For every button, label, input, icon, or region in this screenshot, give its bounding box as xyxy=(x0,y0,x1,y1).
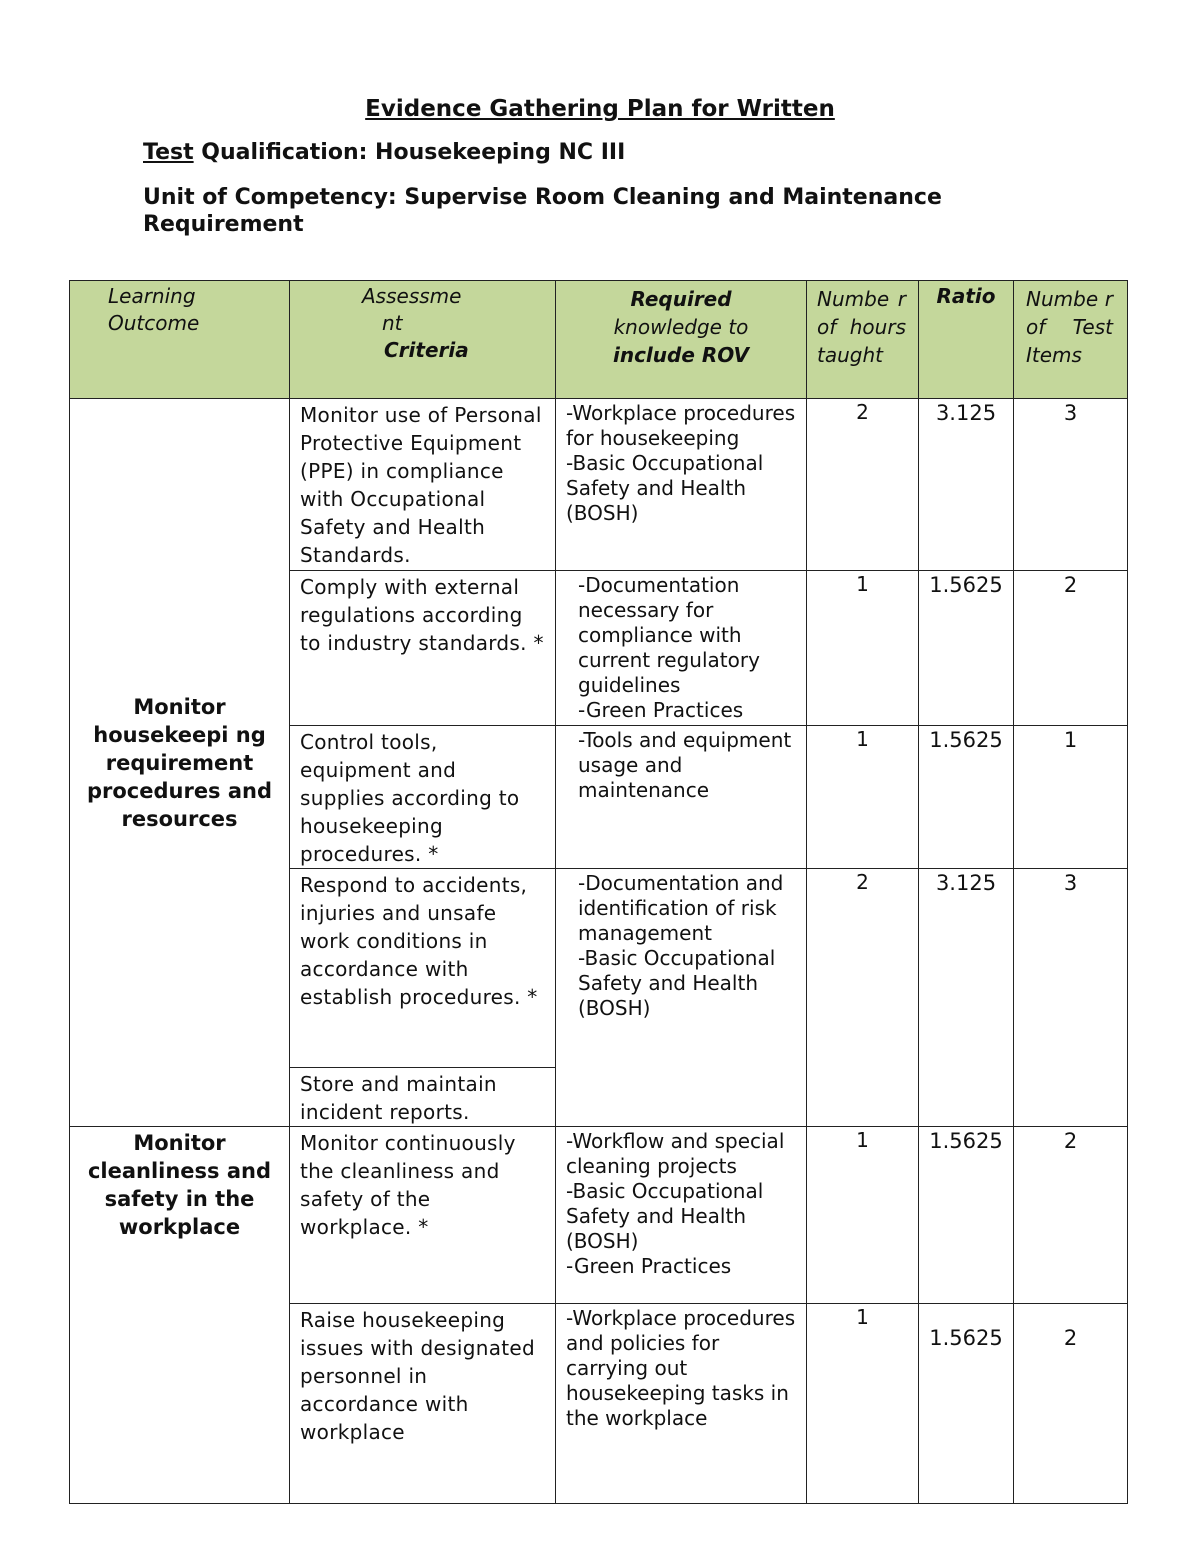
ratio-cell: 3.125 xyxy=(919,399,1014,571)
test-items-cell: 2 xyxy=(1014,1127,1128,1304)
qualification-prefix: Test xyxy=(143,140,194,165)
test-items-cell: 2 xyxy=(1014,571,1128,726)
learning-outcome-cell: Monitor housekeepi ng requirement procedures and resources xyxy=(70,399,290,1127)
learning-outcome-cell: Monitor cleanliness and safety in the workplace xyxy=(70,1127,290,1504)
document-title: Evidence Gathering Plan for Written xyxy=(365,96,835,122)
criteria-cell: Raise housekeeping issues with designated personnel in accordance with workplace xyxy=(290,1304,556,1504)
header-knowledge-line1: Required xyxy=(630,287,732,311)
table-row xyxy=(70,399,1128,571)
header-learning-outcome: Learning Outcome xyxy=(70,281,290,399)
hours-cell: 1 xyxy=(807,1127,919,1304)
test-items-cell: 1 xyxy=(1014,726,1128,869)
header-knowledge-line2: knowledge to xyxy=(613,315,749,339)
test-items-cell: 3 xyxy=(1014,869,1128,1127)
header-test-items: Numbe r of Test Items xyxy=(1014,281,1128,399)
criteria-cell: Control tools, equipment and supplies according to housekeeping procedures. * xyxy=(290,726,556,869)
hours-cell: 2 xyxy=(807,399,919,571)
evidence-plan-table xyxy=(69,280,1128,1504)
ratio-cell: 1.5625 xyxy=(919,1304,1014,1504)
knowledge-cell: -Documentation and identification of risk management -Basic Occupational Safety and Health (BOSH) xyxy=(556,869,807,1127)
ratio-cell: 1.5625 xyxy=(919,571,1014,726)
header-assessment-line1: Assessme xyxy=(362,284,462,308)
knowledge-cell: -Workflow and special cleaning projects -Basic Occupational Safety and Health (BOSH) -Green Practices xyxy=(556,1127,807,1304)
header-assessment-line2: nt xyxy=(382,311,403,335)
ratio-cell: 1.5625 xyxy=(919,1127,1014,1304)
header-assessment-criteria xyxy=(290,281,556,399)
ratio-cell: 1.5625 xyxy=(919,726,1014,869)
criteria-cell: Comply with external regulations according to industry standards. * xyxy=(290,571,556,726)
header-required-knowledge xyxy=(556,281,807,399)
criteria-cell: Respond to accidents, injuries and unsafe work conditions in accordance with establish procedures. * xyxy=(290,869,556,1068)
hours-cell: 1 xyxy=(807,571,919,726)
header-knowledge-line3: include ROV xyxy=(612,343,750,367)
table-row xyxy=(70,1127,1128,1304)
header-ratio: Ratio xyxy=(919,281,1014,399)
test-items-cell: 3 xyxy=(1014,399,1128,571)
header-assessment-line3: Criteria xyxy=(384,338,469,362)
knowledge-cell: -Tools and equipment usage and maintenance xyxy=(556,726,807,869)
ratio-cell: 3.125 xyxy=(919,869,1014,1127)
knowledge-cell: -Documentation necessary for compliance with current regulatory guidelines -Green Practices xyxy=(556,571,807,726)
hours-cell: 1 xyxy=(807,726,919,869)
header-hours-taught: Numbe r of hours taught xyxy=(807,281,919,399)
table-header-row xyxy=(70,281,1128,399)
criteria-cell: Store and maintain incident reports. xyxy=(290,1068,556,1127)
knowledge-cell: -Workplace procedures and policies for carrying out housekeeping tasks in the workplace xyxy=(556,1304,807,1504)
hours-cell: 2 xyxy=(807,869,919,1127)
unit-of-competency: Unit of Competency: Supervise Room Cleaning and Maintenance Requirement xyxy=(143,185,942,237)
test-items-cell: 2 xyxy=(1014,1304,1128,1504)
criteria-cell: Monitor continuously the cleanliness and safety of the workplace. * xyxy=(290,1127,556,1304)
qualification-line xyxy=(143,140,625,165)
knowledge-cell: -Workplace procedures for housekeeping -Basic Occupational Safety and Health (BOSH) xyxy=(556,399,807,571)
criteria-cell: Monitor use of Personal Protective Equipment (PPE) in compliance with Occupational Safety and Health Standards. xyxy=(290,399,556,571)
hours-cell: 1 xyxy=(807,1304,919,1504)
qualification-text: Qualification: Housekeeping NC III xyxy=(193,140,626,165)
